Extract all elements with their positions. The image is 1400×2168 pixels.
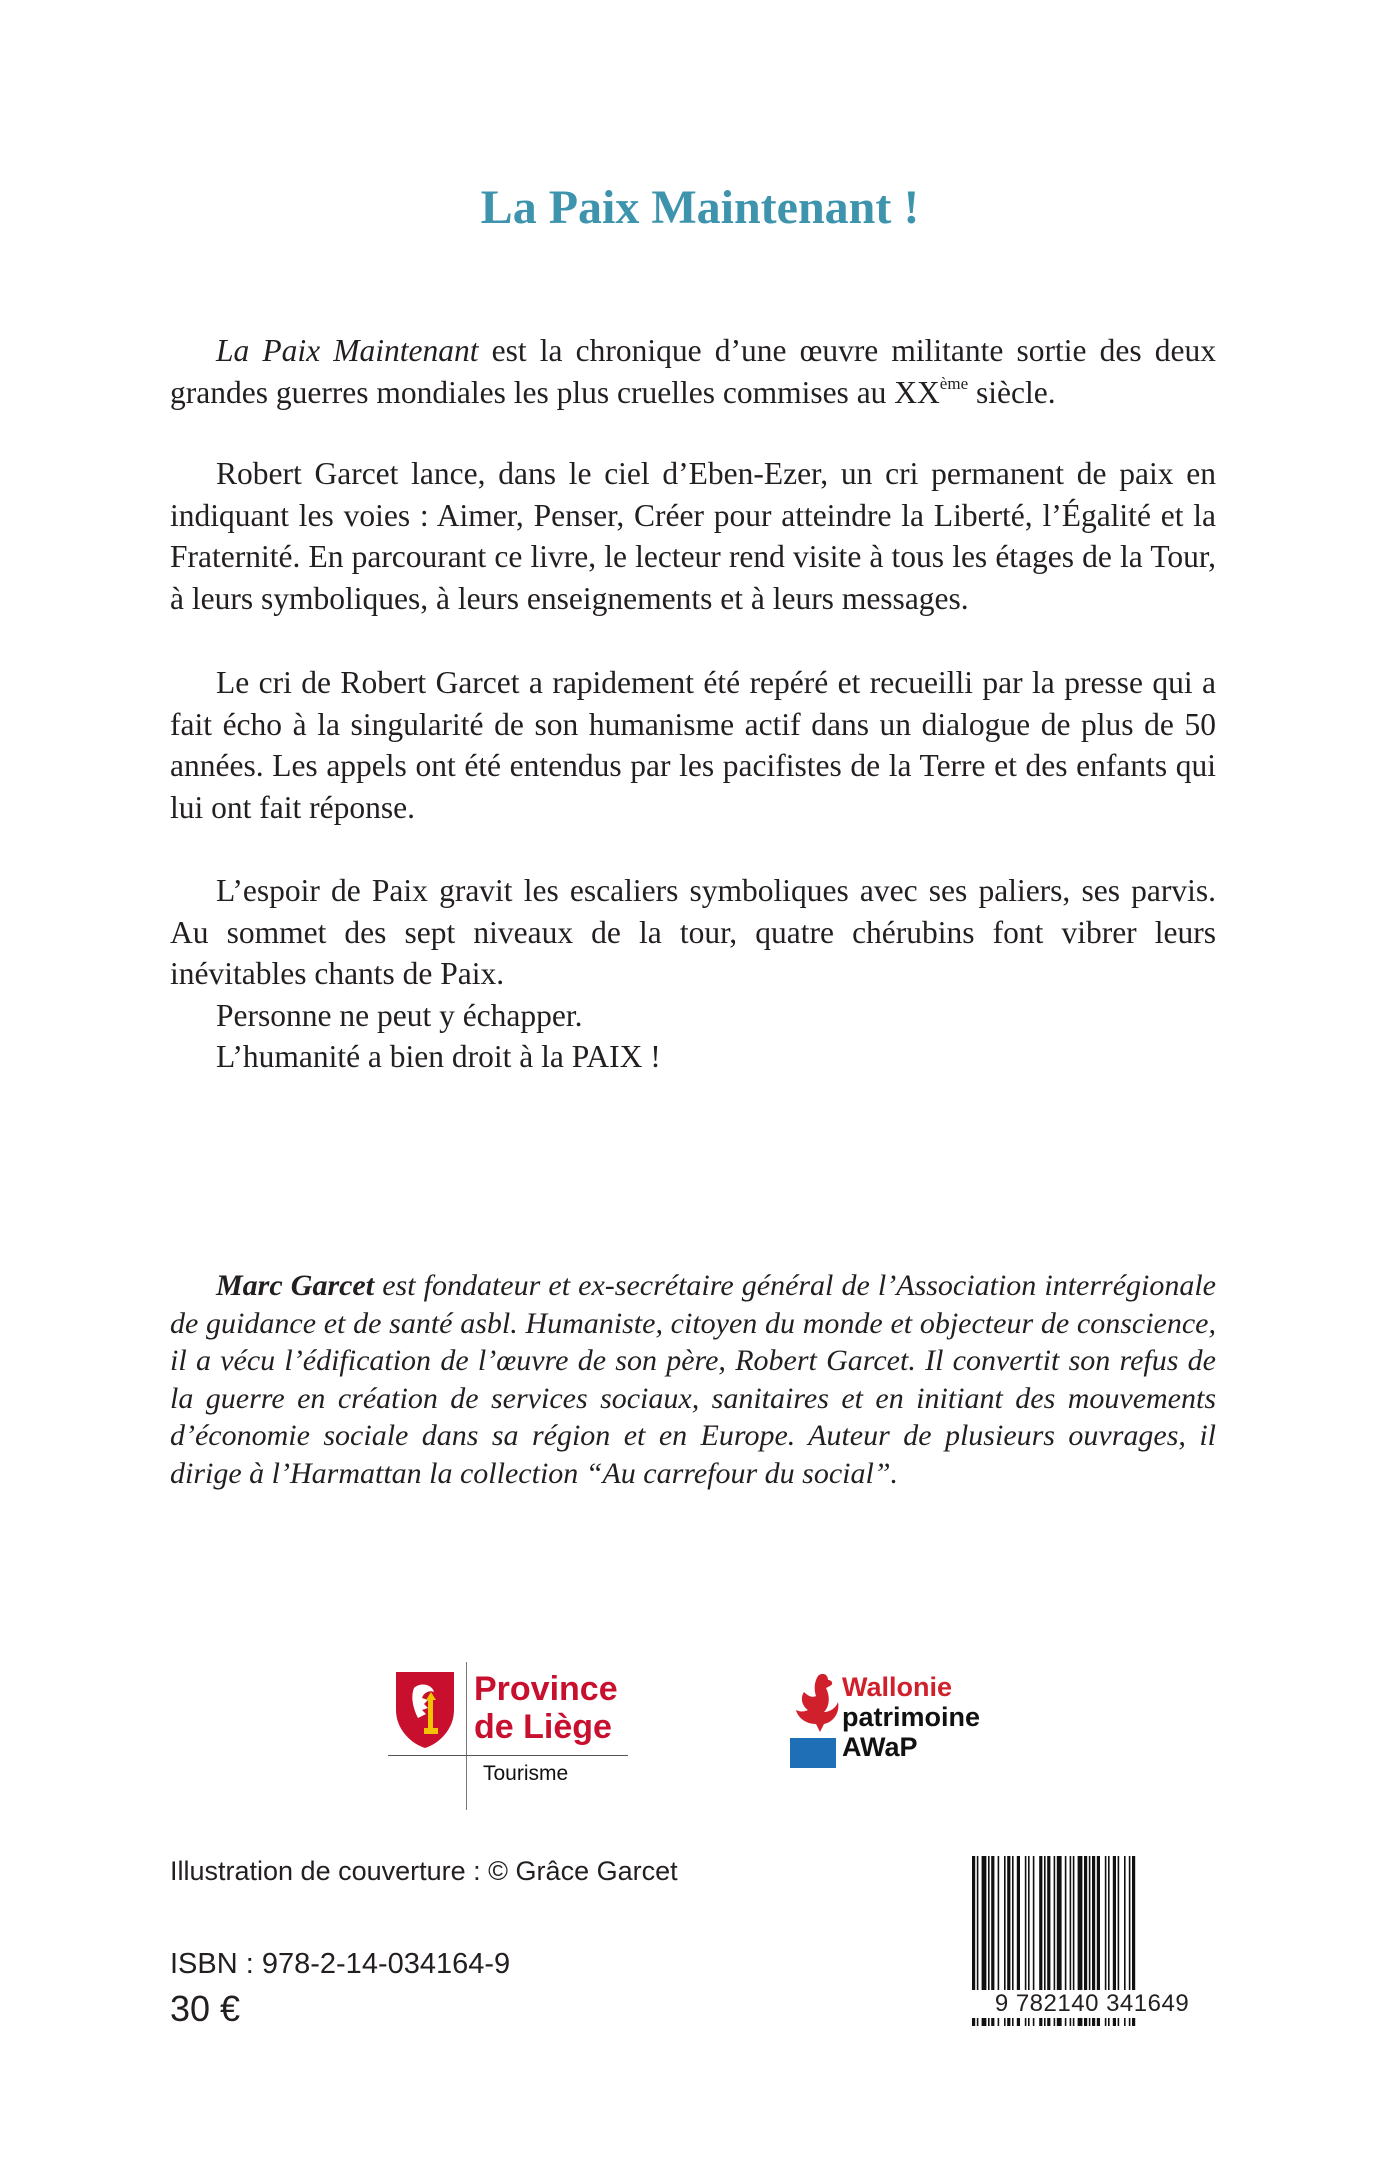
- book-title: La Paix Maintenant !: [480, 181, 920, 234]
- illustration-credit: Illustration de couverture : © Grâce Garcet: [170, 1856, 678, 1886]
- isbn: ISBN : 978-2-14-034164-9: [170, 1948, 511, 1980]
- liege-line-2: de Liège: [474, 1708, 612, 1746]
- wallonie-line-3: AWaP: [842, 1732, 918, 1762]
- author-bio: [170, 1267, 1216, 1493]
- summary-paragraph-4: [170, 870, 1216, 1078]
- province-de-liege-logo: [388, 1640, 628, 1800]
- summary-paragraph-2: [170, 453, 1216, 619]
- author-bio-text: est fondateur et ex-secrétaire général de l’Association interrégionale de guidance et de santé asbl. Humaniste, citoyen du monde et objecteur de conscience, il a vécu l’édification de l’œuvre de son père, Robert Garcet. Il convertit son refus de la guerre en création de services sociaux, sanitaires et en initiant des mouvements d’économie sociale dans sa région et en Europe. Auteur de plusieurs ouvrages, il dirige à l’Harmattan la collection “Au carrefour du social”.: [170, 1269, 1216, 1490]
- p2-text: Robert Garcet lance, dans le ciel d’Eben-Ezer, un cri permanent de paix en indiquant les voies : Aimer, Penser, Créer pour atteindre la Liberté, l’Égalité et la Fraternité. En parcourant ce livre, le lecteur rend visite à tous les étages de la Tour, à leurs symboliques, à leurs enseignements et à leurs messages.: [170, 456, 1216, 616]
- p1-text: est la chronique d’une œuvre militante sortie des deux grandes guerres mondiales les plus cruelles commises au XX: [170, 333, 1216, 410]
- barcode-digits: 9 782140 341649: [966, 1990, 1218, 2018]
- liege-shield-icon: [394, 1670, 456, 1750]
- superscript: ème: [939, 373, 969, 393]
- liege-tourisme: Tourisme: [483, 1762, 569, 1785]
- p1-end: siècle.: [968, 374, 1056, 410]
- awap-blue-box: [790, 1738, 836, 1768]
- wallonie-patrimoine-logo: [790, 1672, 1010, 1782]
- liege-line-1: Province: [474, 1670, 618, 1708]
- summary-paragraph-1: [170, 330, 1216, 418]
- p5-text: Personne ne peut y échapper.: [216, 997, 583, 1033]
- p4-text: L’espoir de Paix gravit les escaliers symboliques avec ses paliers, ses parvis. Au sommet des sept niveaux de la tour, quatre chérubins font vibrer leurs inévitables chants de Paix.: [170, 873, 1216, 991]
- liege-name: [474, 1670, 618, 1746]
- liege-divider-vertical: [466, 1662, 467, 1810]
- p6-text: L’humanité a bien droit à la PAIX !: [216, 1039, 661, 1074]
- p3-text: Le cri de Robert Garcet a rapidement été repéré et recueilli par la presse qui a fait écho à la singularité de son humanisme actif dans un dialogue de plus de 50 années. Les appels ont été entendus par les pacifistes de la Terre et des enfants qui lui ont fait réponse.: [170, 665, 1216, 825]
- wallonie-name: [842, 1672, 980, 1762]
- summary-paragraph-3: [170, 662, 1216, 828]
- liege-divider-horizontal: [388, 1755, 628, 1756]
- title-italic: La Paix Maintenant: [216, 333, 479, 368]
- price: 30 €: [170, 1988, 241, 2029]
- rooster-icon: [790, 1672, 840, 1736]
- wallonie-line-1: Wallonie: [842, 1672, 953, 1702]
- author-name: Marc Garcet: [216, 1269, 375, 1302]
- wallonie-line-2: patrimoine: [842, 1702, 981, 1732]
